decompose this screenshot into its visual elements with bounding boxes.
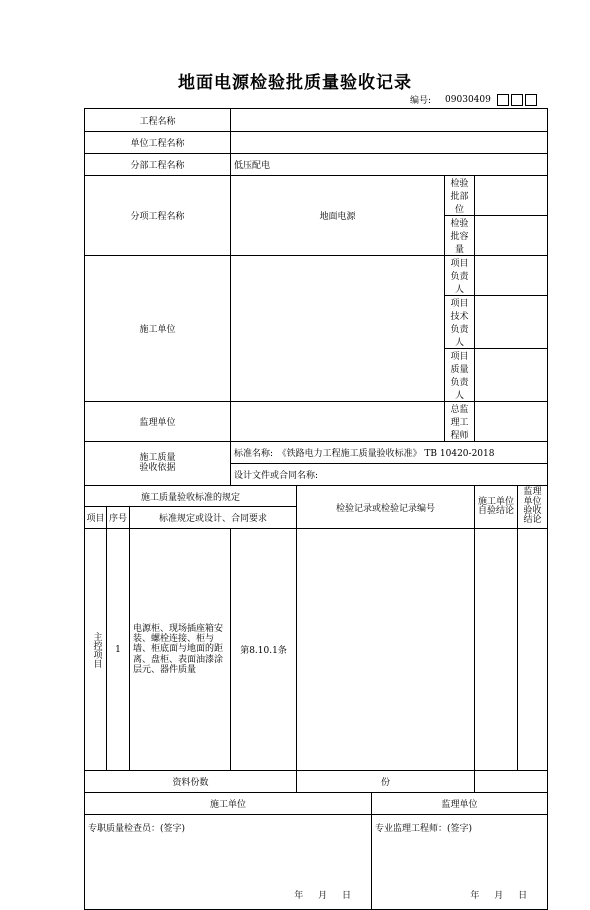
project-name-label: 工程名称 — [85, 109, 231, 132]
inspection-part-label: 检验批部位 — [445, 176, 475, 216]
main-item-self-check[interactable] — [475, 529, 518, 771]
construction-sign-header: 施工单位 — [85, 793, 372, 815]
tech-lead-field[interactable] — [475, 296, 548, 349]
supervision-signature[interactable] — [372, 815, 548, 910]
code-box[interactable] — [525, 94, 537, 106]
record-header: 检验记录或检验记录编号 — [297, 486, 475, 529]
inspection-capacity-label: 检验批容量 — [445, 216, 475, 256]
sub-project-label: 分部工程名称 — [85, 154, 231, 176]
construction-unit-label: 施工单位 — [85, 256, 231, 402]
document-title: 地面电源检验批质量验收记录 — [178, 73, 412, 93]
chief-engineer-field[interactable] — [475, 402, 548, 442]
quality-lead-label: 项目质量负责人 — [445, 349, 475, 402]
code-line — [410, 93, 537, 106]
supervision-unit-label: 监理单位 — [85, 402, 231, 442]
requirement-header: 标准规定或设计、合同要求 — [130, 507, 297, 529]
construction-unit-field[interactable] — [231, 256, 445, 402]
project-name-field[interactable] — [231, 109, 548, 132]
design-docs-label: 设计文件或合同名称: — [231, 464, 548, 486]
main-item-seq: 1 — [107, 529, 130, 771]
quality-lead-field[interactable] — [475, 349, 548, 402]
code-box[interactable] — [511, 94, 523, 106]
construction-signature[interactable] — [85, 815, 372, 910]
acceptance-basis-label: 施工质量验收依据 — [85, 442, 231, 486]
code-label: 编号: — [410, 96, 432, 106]
supervision-check-header: 监理单位验收结论 — [518, 486, 548, 529]
code-box[interactable] — [497, 94, 509, 106]
sub-item-label: 分项工程名称 — [85, 176, 231, 256]
supervision-unit-field[interactable] — [231, 402, 445, 442]
sub-project-field[interactable]: 低压配电 — [231, 154, 548, 176]
main-item-clause: 第8.10.1条 — [231, 529, 297, 771]
materials-label: 资料份数 — [85, 771, 297, 793]
supervision-date: 年 月 日 — [470, 891, 528, 901]
standard-name: 标准名称: 《铁路电力工程施工质量验收标准》 TB 10420-2018 — [231, 442, 548, 464]
inspection-part-field[interactable] — [475, 176, 548, 216]
main-item-requirement: 电源柜、现场插座箱安装、螺栓连接、柜与墙、柜底面与地面的距离、盘柜、表面油漆涂层元、器件质量 — [130, 529, 231, 771]
spec-header: 施工质量验收标准的规定 — [85, 486, 297, 507]
construction-date: 年 月 日 — [294, 891, 352, 901]
project-lead-label: 项目负责人 — [445, 256, 475, 296]
self-check-header: 施工单位自验结论 — [475, 486, 518, 529]
engineer-label: 专业监理工程师：(签字) — [375, 824, 473, 834]
code-value: 09030409 — [445, 94, 491, 105]
main-item-supervision-check[interactable] — [518, 529, 548, 771]
materials-unit: 份 — [297, 771, 475, 793]
tech-lead-label: 项目技术负责人 — [445, 296, 475, 349]
main-control-category: 主控项目 — [85, 529, 107, 771]
supervision-sign-header: 监理单位 — [372, 793, 548, 815]
materials-field[interactable] — [475, 771, 548, 793]
item-header: 项目 — [85, 507, 107, 529]
unit-project-field[interactable] — [231, 132, 548, 154]
unit-project-label: 单位工程名称 — [85, 132, 231, 154]
acceptance-form — [84, 108, 548, 910]
chief-engineer-label: 总监理工程师 — [445, 402, 475, 442]
project-lead-field[interactable] — [475, 256, 548, 296]
seq-header: 序号 — [107, 507, 130, 529]
inspection-capacity-field[interactable] — [475, 216, 548, 256]
sub-item-field[interactable]: 地面电源 — [231, 176, 445, 256]
inspector-label: 专职质量检查员：(签字) — [88, 824, 186, 834]
main-item-record[interactable] — [297, 529, 475, 771]
